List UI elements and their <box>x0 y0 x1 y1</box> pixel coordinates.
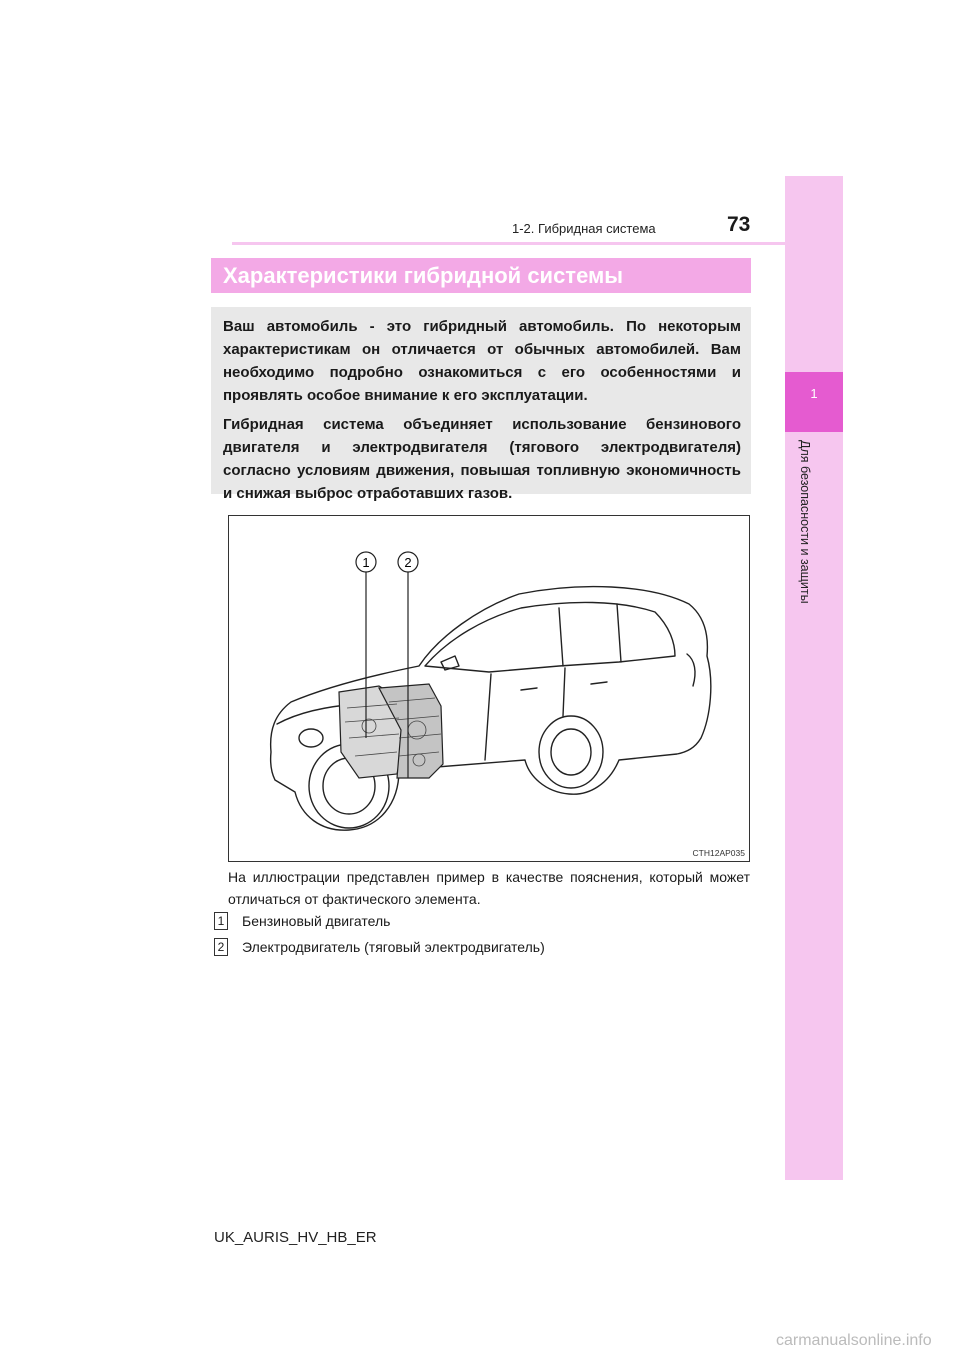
legend-label-1: Бензиновый двигатель <box>242 913 391 929</box>
legend-number-2: 2 <box>214 938 228 956</box>
car-illustration <box>228 515 750 862</box>
callout-2 <box>398 552 418 572</box>
page-title: Характеристики гибридной системы <box>211 258 751 293</box>
footer-brand[interactable]: carmanualsonline.info <box>776 1332 932 1349</box>
footer-model-code: UK_AURIS_HV_HB_ER <box>214 1229 377 1246</box>
rear-wheel <box>539 716 603 788</box>
chapter-title: Для безопасности и защиты <box>798 440 812 604</box>
car-body-outline <box>271 587 711 831</box>
legend-label-2: Электродвигатель (тяговый электродвигатель) <box>242 939 545 955</box>
legend-item-2 <box>214 936 545 958</box>
car-windows <box>425 602 675 672</box>
chapter-tab-active[interactable] <box>785 372 843 432</box>
callout-1 <box>356 552 376 572</box>
legend-item-1 <box>214 910 390 932</box>
callout-1-label: 1 <box>362 555 370 570</box>
chapter-side-tab <box>785 176 843 1180</box>
intro-box <box>211 307 751 502</box>
car-drawing <box>229 516 749 861</box>
figure-code: CTH12AP035 <box>692 848 745 858</box>
callout-2-label: 2 <box>404 555 412 570</box>
header-section-title: 1-2. Гибридная система <box>512 221 656 236</box>
engine-block <box>339 684 443 778</box>
page-number: 73 <box>727 213 751 236</box>
intro-paragraph-2: Гибридная система объединяет использование бензинового двигателя и электродвигателя (тягового электродвигателя) согласно условиям движения, повышая топливную экономичность и снижая выброс отработавших газов. <box>223 416 741 502</box>
header-divider <box>232 242 785 245</box>
intro-paragraph-1: Ваш автомобиль - это гибридный автомобиль. По некоторым характеристикам он отличается от обычных автомобилей. Вам необходимо подробно ознакомиться с его особенностями и проявлять особое внимание к его эксплуатации. <box>223 318 741 404</box>
figure-caption: На иллюстрации представлен пример в качестве пояснения, который может отличаться от фактического элемента. <box>228 869 750 907</box>
legend-number-1: 1 <box>214 912 228 930</box>
chapter-number: 1 <box>810 386 818 401</box>
headlight <box>299 729 323 747</box>
